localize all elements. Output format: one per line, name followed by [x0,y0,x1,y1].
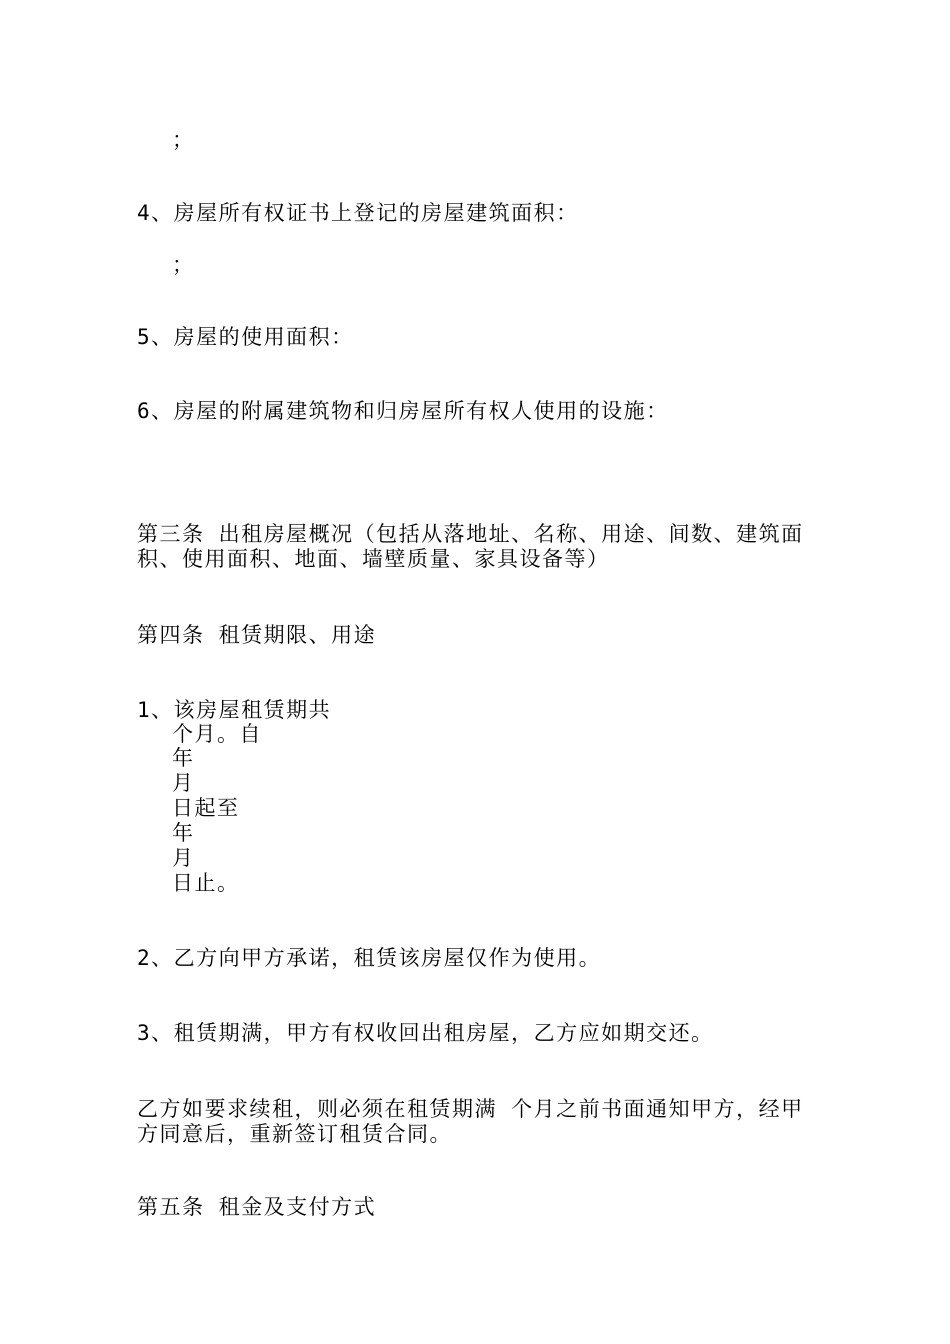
item-4-building-area: 4、房屋所有权证书上登记的房屋建筑面积： [137,201,579,225]
lease-term-line-5: 日起至 [172,796,240,820]
lease-item-3: 3、租赁期满，甲方有权收回出租房屋，乙方应如期交还。 [137,1021,714,1045]
article-3-line-2: 积、使用面积、地面、墙壁质量、家具设备等） [137,547,610,571]
item-5-usable-area: 5、房屋的使用面积： [137,325,354,349]
lease-term-line-1: 1、该房屋租赁期共 [137,698,332,722]
item-6-facilities: 6、房屋的附属建筑物和归房屋所有权人使用的设施： [137,399,669,423]
article-3-line-1: 第三条 出租房屋概况（包括从落地址、名称、用途、间数、建筑面 [137,522,804,546]
lease-term-line-6: 年 [172,821,195,845]
lease-item-2: 2、乙方向甲方承诺，租赁该房屋仅作为使用。 [137,946,602,970]
lease-term-line-8: 日止。 [172,871,240,895]
semicolon-line-2: ； [172,253,195,277]
lease-term-line-2: 个月。自 [172,722,262,746]
lease-term-line-7: 月 [172,846,195,870]
lease-term-line-4: 月 [172,771,195,795]
renewal-line-1: 乙方如要求续租，则必须在租赁期满 个月之前书面通知甲方，经甲 [137,1097,804,1121]
renewal-line-2: 方同意后，重新签订租赁合同。 [137,1122,452,1146]
lease-term-line-3: 年 [172,746,195,770]
article-5-title: 第五条 租金及支付方式 [137,1195,377,1219]
article-4-title: 第四条 租赁期限、用途 [137,623,377,647]
semicolon-line-1: ； [172,128,195,152]
